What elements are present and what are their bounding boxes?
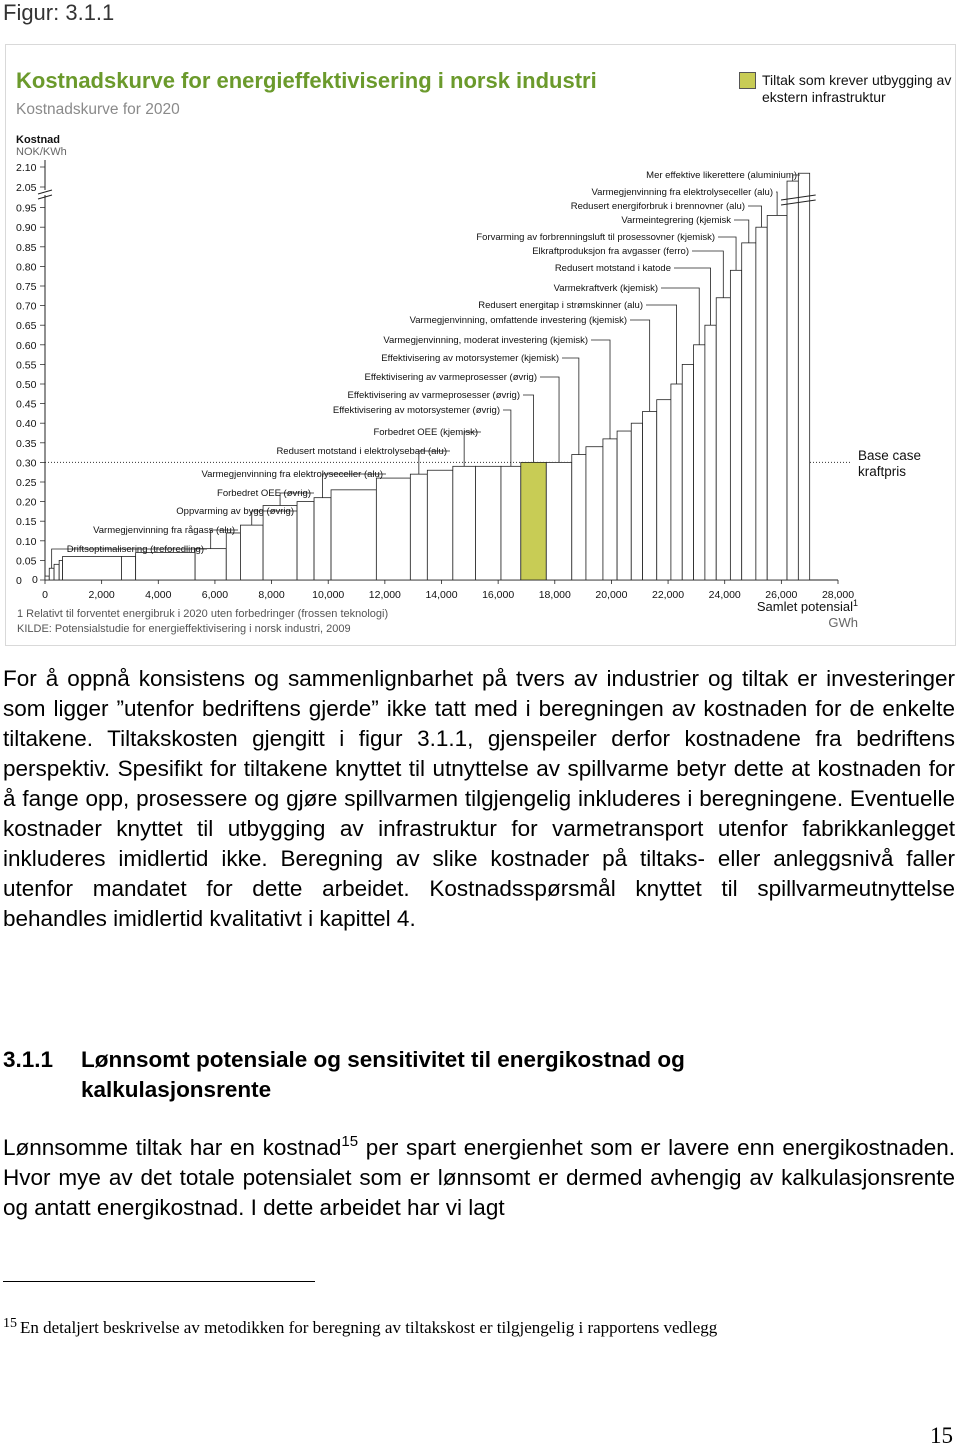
cost-bar <box>49 568 54 580</box>
footnote-text: En detaljert beskrivelse av metodikken for beregning av tiltakskost er tilgjengelig i rapportens vedlegg <box>20 1318 718 1337</box>
annotation-leader <box>718 237 736 270</box>
cost-bar <box>657 400 671 580</box>
cost-bar <box>297 502 314 580</box>
paragraph-text-2 <box>3 1133 955 1223</box>
x-tick-label: 10,000 <box>312 589 345 601</box>
cost-bar <box>45 576 49 580</box>
y-tick-label: 0.70 <box>16 300 37 313</box>
annotation-leader <box>674 268 711 325</box>
figure-label: Figur: 3.1.1 <box>3 0 115 25</box>
annotation-leader <box>540 377 559 462</box>
cost-bar <box>671 384 682 580</box>
x-tick-label: 26,000 <box>765 589 798 601</box>
bar-annotation: Varmegjenvinning, omfattende investering (kjemisk) <box>409 315 627 326</box>
y-tick-label: 0.15 <box>16 516 37 529</box>
x-axis-title: Samlet potensial$^1$ <box>756 598 858 614</box>
annotation-leader <box>523 395 534 462</box>
bar-annotation: Elkraftproduksjon fra avgasser (ferro) <box>532 246 689 257</box>
y-tick-label: 2.05 <box>16 182 37 194</box>
page-number: 15 <box>930 1423 953 1448</box>
y-tick-label: 0.40 <box>16 418 37 431</box>
x-axis-unit: GWh <box>828 615 858 630</box>
cost-bar <box>314 498 331 580</box>
bar-annotation: Mer effektive likerettere (aluminium) <box>646 170 797 181</box>
y-tick-label: 0.20 <box>16 496 37 509</box>
cost-bar <box>716 298 730 580</box>
bar-annotation: Redusert motstand i katode <box>554 263 671 274</box>
x-tick-label: 20,000 <box>595 589 628 601</box>
cost-bar <box>121 556 135 580</box>
cost-bar <box>546 462 571 580</box>
y-tick-label: 0.80 <box>16 261 37 274</box>
y-tick-label: 0.85 <box>16 241 37 254</box>
annotation-leader <box>562 358 579 455</box>
bar-annotation: Effektivisering av varmeprosesser (øvrig) <box>347 390 520 401</box>
x-tick-label: 2,000 <box>88 589 115 601</box>
y-axis-unit: NOK/KWh <box>16 146 67 158</box>
cost-bar <box>331 490 376 580</box>
cost-bar <box>705 325 716 580</box>
y-tick-label: 0.25 <box>16 477 37 489</box>
paragraph-text: For å oppnå konsistens og sammenlignbarhet på tvers av industrier og tiltak er investeringer som ligger ”utenfor bedriftens gjerde” ikke tatt med i beregningen av kostnaden for de enkelte tiltakene. Tiltakskosten gjengitt i figur 3.1.1, gjenspeiler derfor kostnadene fra bedriftens perspektiv. Spesifikt for tiltakene knyttet til utnyttelse av spillvarme betyr dette at kostnaden for å fange opp, prosessere og gjøre spillvarmen tilgjengelig inkluderes i beregningene. Eventuelle kostnader knyttet til utbygging av infrastruktur for varmetransport utenfor fabrikkanlegget inkluderes imidlertid ikke. Beregning av slike kostnader på tiltaks- eller anleggsnivå faller utenfor mandatet for dette arbeidet. Kostnadsspørsmål knyttet til spillvarmeutnyttelse behandles imidlertid kvalitativt i kapittel 4. <box>3 666 955 931</box>
footnote-reference[interactable]: 15 <box>341 1133 359 1150</box>
bar-annotation: Varmegjenvinning fra rågass (alu) <box>93 525 235 536</box>
bar-annotation: Redusert energitap i strømskinner (alu) <box>478 300 643 311</box>
y-tick-label: 0.55 <box>16 359 37 372</box>
x-axis-title-sup: 1 <box>852 598 858 608</box>
bar-annotation: Effektivisering av motorsystemer (kjemisk) <box>381 353 559 364</box>
base-case-label-line2: kraftpris <box>858 464 907 479</box>
footnote-number: 15 <box>3 1316 17 1331</box>
cost-bar <box>63 556 122 580</box>
annotation-leader <box>630 320 650 411</box>
annotation-leader <box>692 251 723 298</box>
cost-bar <box>694 345 705 580</box>
paragraph2-start: Lønnsomme tiltak har en kostnad <box>3 1135 342 1160</box>
annotation-leader <box>646 305 677 384</box>
base-case-label-line1: Base case <box>858 448 922 463</box>
bar-annotation: Forvarming av forbrenningsluft til prosessovner (kjemisk) <box>476 232 715 243</box>
y-tick-label: 0.45 <box>16 398 37 411</box>
cost-bar <box>643 411 657 580</box>
y-tick-label: 0.30 <box>16 457 37 470</box>
x-tick-label: 12,000 <box>368 589 401 601</box>
section-number: 3.1.1 <box>3 1047 54 1072</box>
x-tick-label: 28,000 <box>821 589 855 601</box>
bar-annotation: Driftsoptimalisering (treforedling) <box>66 544 204 555</box>
y-tick-label: 0.35 <box>16 437 37 450</box>
y-tick-label: 0.75 <box>16 281 37 293</box>
x-tick-label: 24,000 <box>708 589 741 601</box>
cost-bar <box>742 243 756 580</box>
cost-bar <box>682 364 693 580</box>
cost-bar <box>475 466 500 580</box>
cost-bar <box>756 227 767 580</box>
cost-bar <box>767 215 787 580</box>
cost-bar <box>54 564 59 580</box>
bar-annotation: Forbedret OEE (øvrig) <box>217 488 311 499</box>
cost-bar <box>603 439 617 580</box>
chart-subtitle: Kostnadskurve for 2020 <box>16 101 180 118</box>
y-tick-label: 0.95 <box>16 202 37 215</box>
y-tick-label: 0.05 <box>16 555 37 568</box>
section-title: Lønnsomt potensiale og sensitivitet til energikostnad og kalkulasjonsrente <box>81 1047 685 1102</box>
bar-annotation: Redusert motstand i elektrolysebad (alu) <box>276 446 447 457</box>
chart-footnote: 1 Relativt til forventet energibruk i 2020 uten forbedringer (frossen teknologi) <box>17 608 389 620</box>
cost-bar <box>798 173 809 580</box>
x-tick-label: 8,000 <box>258 589 285 601</box>
paragraph2-rest: per spart energienhet som er lavere enn energikostnaden. Hvor mye av det totale potensialet som er lønnsomt er dermed avhengig av kalkulasjonsrente og antatt energikostnad. I dette arbeidet har vi lagt <box>3 1135 955 1220</box>
bar-annotation: Varmegjenvinning fra elektrolyseceller (alu) <box>201 469 383 480</box>
bar-annotation: Redusert energiforbruk i brennovner (alu) <box>570 201 745 212</box>
chart-title: Kostnadskurve for energieffektivisering i norsk industri <box>16 68 597 93</box>
cost-bar <box>521 462 546 580</box>
x-tick-label: 6,000 <box>201 589 229 601</box>
annotation-leader <box>503 410 511 466</box>
cost-bar <box>59 560 62 580</box>
cost-bar <box>410 474 427 580</box>
annotation-leader <box>748 206 762 227</box>
footnote-divider <box>3 1281 315 1282</box>
y-tick-label: 0.65 <box>16 320 37 333</box>
cost-bar <box>136 553 195 580</box>
annotation-leader <box>776 192 777 215</box>
cost-bar <box>787 181 798 580</box>
bar-annotation: Varmegjenvinning, moderat investering (kjemisk) <box>383 335 588 346</box>
y-tick-label: 0.60 <box>16 339 37 352</box>
y-tick-label: 0.50 <box>16 379 37 391</box>
bar-annotation: Varmekraftverk (kjemisk) <box>553 283 658 294</box>
annotation-leader <box>661 288 699 345</box>
bar-annotation: Oppvarming av bygg (øvrig) <box>176 506 294 517</box>
annotation-leader <box>591 340 610 439</box>
cost-bar <box>240 525 263 580</box>
bar-annotation: Varmeintegrering (kjemisk <box>621 215 731 226</box>
x-tick-label: 18,000 <box>538 589 571 601</box>
legend-label: Tiltak som krever utbygging av ekstern infrastruktur <box>762 72 952 105</box>
cost-bar <box>572 455 586 580</box>
bar-annotation: Effektivisering av motorsystemer (øvrig) <box>332 405 500 416</box>
y-axis-title: Kostnad <box>16 134 60 146</box>
cost-bar <box>453 466 476 580</box>
x-tick-label: 22,000 <box>652 589 685 601</box>
cost-bar <box>631 423 642 580</box>
y-tick-label: 0 <box>16 575 22 587</box>
y-tick-label: 0.90 <box>16 222 37 235</box>
body-paragraph-2 <box>3 1133 955 1223</box>
bar-annotation: Effektivisering av varmeprosesser (øvrig) <box>364 372 537 383</box>
x-tick-label: 4,000 <box>145 589 172 601</box>
footnote <box>3 1318 953 1338</box>
y-zero-label: 0 <box>32 574 38 586</box>
bar-annotation: Forbedret OEE (kjemisk) <box>373 427 478 438</box>
bar-annotation: Varmegjenvinning fra elektrolyseceller (alu) <box>591 187 773 198</box>
y-tick-label: 2.10 <box>16 162 37 174</box>
y-tick-label: 0.10 <box>16 535 37 548</box>
x-tick-label: 0 <box>42 589 48 601</box>
cost-bar <box>617 431 631 580</box>
cost-bar <box>226 533 240 580</box>
body-paragraph-1 <box>3 664 955 934</box>
x-tick-label: 16,000 <box>482 589 515 601</box>
cost-bar <box>376 478 410 580</box>
cost-bar <box>730 270 741 580</box>
cost-curve-chart <box>0 0 960 660</box>
cost-bar <box>427 470 452 580</box>
x-tick-label: 14,000 <box>425 589 458 601</box>
chart-source: KILDE: Potensialstudie for energieffektivisering i norsk industri, 2009 <box>17 623 351 635</box>
cost-bar <box>586 447 603 580</box>
cost-bar <box>501 466 521 580</box>
